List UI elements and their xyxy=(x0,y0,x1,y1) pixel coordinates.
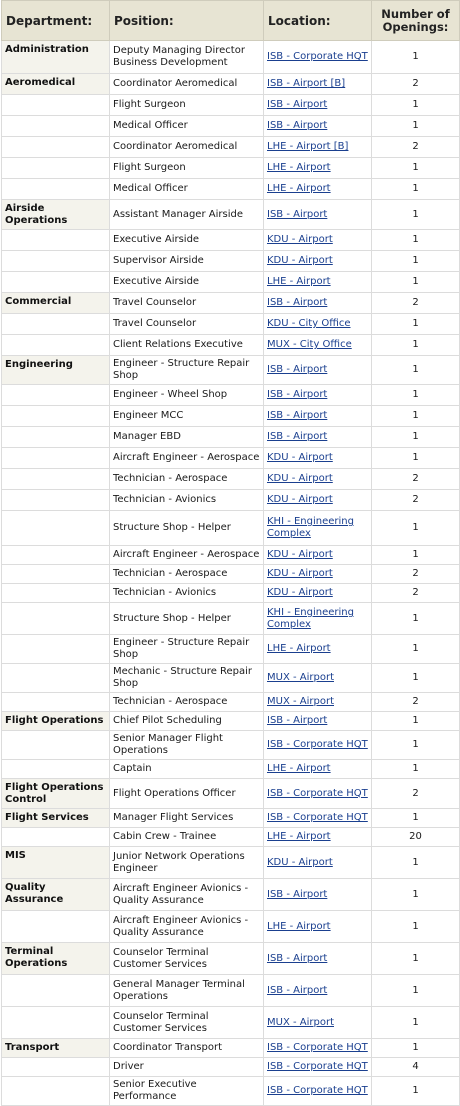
table-row xyxy=(2,511,460,546)
department-cell xyxy=(2,158,110,179)
location-cell xyxy=(264,1007,372,1039)
location-link[interactable]: ISB - Airport xyxy=(267,431,328,442)
location-cell xyxy=(264,943,372,975)
location-cell xyxy=(264,511,372,546)
location-cell xyxy=(264,158,372,179)
openings-cell: 2 xyxy=(372,137,460,158)
location-cell xyxy=(264,179,372,200)
position-cell: Coordinator Aeromedical xyxy=(110,137,264,158)
location-cell xyxy=(264,760,372,779)
location-cell xyxy=(264,1077,372,1106)
openings-cell: 1 xyxy=(372,1077,460,1106)
table-row xyxy=(2,911,460,943)
location-link[interactable]: ISB - Airport [B] xyxy=(267,78,346,89)
openings-cell: 1 xyxy=(372,511,460,546)
department-cell: Flight Services xyxy=(2,809,110,828)
location-link[interactable]: KDU - Airport xyxy=(267,856,333,868)
location-link[interactable]: KDU - Airport xyxy=(267,452,333,463)
position-cell: Driver xyxy=(110,1058,264,1077)
position-cell: Executive Airside xyxy=(110,272,264,293)
location-cell xyxy=(264,584,372,603)
table-row xyxy=(2,469,460,490)
location-cell xyxy=(264,828,372,847)
table-row xyxy=(2,95,460,116)
location-cell xyxy=(264,41,372,74)
position-cell: Flight Operations Officer xyxy=(110,779,264,809)
position-cell: General Manager Terminal Operations xyxy=(110,975,264,1007)
openings-cell: 1 xyxy=(372,406,460,427)
openings-cell: 1 xyxy=(372,179,460,200)
location-cell xyxy=(264,847,372,879)
department-cell: Quality Assurance xyxy=(2,879,110,911)
position-header: Position: xyxy=(110,1,264,41)
location-cell xyxy=(264,74,372,95)
department-cell xyxy=(2,448,110,469)
location-cell xyxy=(264,356,372,385)
position-cell: Travel Counselor xyxy=(110,293,264,314)
location-header: Location: xyxy=(264,1,372,41)
position-cell: Supervisor Airside xyxy=(110,251,264,272)
table-row xyxy=(2,385,460,406)
location-link[interactable]: LHE - Airport xyxy=(267,183,331,194)
department-cell xyxy=(2,116,110,137)
openings-header: Number of Openings: xyxy=(372,1,460,41)
location-cell xyxy=(264,116,372,137)
openings-cell: 1 xyxy=(372,712,460,731)
location-link[interactable]: ISB - Airport xyxy=(267,120,328,131)
openings-cell: 1 xyxy=(372,731,460,760)
department-cell xyxy=(2,975,110,1007)
position-cell: Coordinator Aeromedical xyxy=(110,74,264,95)
location-link[interactable]: KHI - Engineering Complex xyxy=(267,606,354,630)
position-cell: Chief Pilot Scheduling xyxy=(110,712,264,731)
position-cell: Technician - Aerospace xyxy=(110,693,264,712)
openings-cell: 1 xyxy=(372,879,460,911)
department-cell xyxy=(2,385,110,406)
department-cell: Administration xyxy=(2,41,110,74)
position-cell: Flight Surgeon xyxy=(110,95,264,116)
department-cell xyxy=(2,731,110,760)
position-cell: Medical Officer xyxy=(110,116,264,137)
table-row xyxy=(2,158,460,179)
location-cell xyxy=(264,200,372,230)
location-link[interactable]: ISB - Corporate HQT xyxy=(267,812,368,823)
location-cell xyxy=(264,385,372,406)
table-row xyxy=(2,41,460,74)
department-cell: Aeromedical xyxy=(2,74,110,95)
location-cell xyxy=(264,779,372,809)
openings-cell: 1 xyxy=(372,356,460,385)
table-row xyxy=(2,406,460,427)
openings-cell: 4 xyxy=(372,1058,460,1077)
position-cell: Engineer - Wheel Shop xyxy=(110,385,264,406)
location-link[interactable]: ISB - Corporate HQT xyxy=(267,787,368,799)
department-cell: MIS xyxy=(2,847,110,879)
openings-cell: 1 xyxy=(372,335,460,356)
location-cell xyxy=(264,1058,372,1077)
table-row xyxy=(2,314,460,335)
location-cell xyxy=(264,95,372,116)
location-link[interactable]: MUX - Airport xyxy=(267,672,334,683)
table-row xyxy=(2,779,460,809)
department-cell xyxy=(2,230,110,251)
openings-cell: 1 xyxy=(372,809,460,828)
position-cell: Travel Counselor xyxy=(110,314,264,335)
table-row xyxy=(2,1039,460,1058)
location-cell xyxy=(264,335,372,356)
location-cell xyxy=(264,427,372,448)
openings-cell: 1 xyxy=(372,943,460,975)
location-link[interactable]: ISB - Airport xyxy=(267,888,328,900)
openings-cell: 1 xyxy=(372,911,460,943)
openings-cell: 2 xyxy=(372,584,460,603)
table-row xyxy=(2,230,460,251)
table-row xyxy=(2,760,460,779)
table-row xyxy=(2,1007,460,1039)
table-row xyxy=(2,879,460,911)
location-link[interactable]: LHE - Airport [B] xyxy=(267,141,349,152)
location-link[interactable]: ISB - Airport xyxy=(267,297,328,308)
table-header-row xyxy=(2,1,460,41)
location-link[interactable]: KDU - Airport xyxy=(267,255,333,266)
location-link[interactable]: ISB - Corporate HQT xyxy=(267,1085,368,1096)
position-cell: Executive Airside xyxy=(110,230,264,251)
location-link[interactable]: LHE - Airport xyxy=(267,643,331,654)
position-cell: Engineer - Structure Repair Shop xyxy=(110,635,264,664)
location-cell xyxy=(264,603,372,635)
openings-cell: 1 xyxy=(372,314,460,335)
position-cell: Aircraft Engineer - Aerospace xyxy=(110,546,264,565)
position-cell: Deputy Managing Director Business Development xyxy=(110,41,264,74)
location-cell xyxy=(264,712,372,731)
location-cell xyxy=(264,975,372,1007)
table-row xyxy=(2,1077,460,1106)
location-cell xyxy=(264,469,372,490)
table-row xyxy=(2,1058,460,1077)
table-row xyxy=(2,200,460,230)
location-link[interactable]: KDU - Airport xyxy=(267,234,333,245)
location-cell xyxy=(264,1039,372,1058)
location-link[interactable]: LHE - Airport xyxy=(267,162,331,173)
department-header: Department: xyxy=(2,1,110,41)
department-cell xyxy=(2,603,110,635)
department-cell xyxy=(2,693,110,712)
location-link[interactable]: ISB - Airport xyxy=(267,410,328,421)
position-cell: Aircraft Engineer Avionics - Quality Assurance xyxy=(110,879,264,911)
location-cell xyxy=(264,230,372,251)
department-cell xyxy=(2,469,110,490)
position-cell: Structure Shop - Helper xyxy=(110,511,264,546)
position-cell: Senior Manager Flight Operations xyxy=(110,731,264,760)
openings-cell: 1 xyxy=(372,847,460,879)
openings-cell: 1 xyxy=(372,975,460,1007)
table-row xyxy=(2,490,460,511)
openings-cell: 1 xyxy=(372,635,460,664)
location-cell xyxy=(264,664,372,693)
table-row xyxy=(2,179,460,200)
department-cell xyxy=(2,511,110,546)
location-cell xyxy=(264,251,372,272)
location-link[interactable]: KDU - Airport xyxy=(267,587,333,598)
location-link[interactable]: MUX - Airport xyxy=(267,1016,334,1028)
location-cell xyxy=(264,448,372,469)
location-cell xyxy=(264,731,372,760)
openings-cell: 1 xyxy=(372,448,460,469)
location-link[interactable]: KHI - Engineering Complex xyxy=(267,516,354,539)
position-cell: Engineer - Structure Repair Shop xyxy=(110,356,264,385)
table-row xyxy=(2,584,460,603)
openings-cell: 1 xyxy=(372,41,460,74)
table-row xyxy=(2,635,460,664)
department-cell xyxy=(2,828,110,847)
location-cell xyxy=(264,879,372,911)
department-cell: Airside Operations xyxy=(2,200,110,230)
openings-cell: 1 xyxy=(372,230,460,251)
location-cell xyxy=(264,635,372,664)
location-link[interactable]: ISB - Airport xyxy=(267,715,328,726)
location-link[interactable]: ISB - Airport xyxy=(267,208,328,220)
table-row xyxy=(2,565,460,584)
department-cell xyxy=(2,565,110,584)
department-cell xyxy=(2,95,110,116)
table-row xyxy=(2,356,460,385)
location-cell xyxy=(264,693,372,712)
table-row xyxy=(2,943,460,975)
location-link[interactable]: MUX - Airport xyxy=(267,696,334,707)
location-link[interactable]: KDU - City Office xyxy=(267,318,351,329)
position-cell: Counselor Terminal Customer Services xyxy=(110,943,264,975)
openings-cell: 1 xyxy=(372,116,460,137)
department-cell xyxy=(2,546,110,565)
location-cell xyxy=(264,546,372,565)
openings-cell: 2 xyxy=(372,490,460,511)
table-row xyxy=(2,448,460,469)
table-row xyxy=(2,251,460,272)
openings-cell: 1 xyxy=(372,200,460,230)
table-row xyxy=(2,975,460,1007)
location-link[interactable]: ISB - Corporate HQT xyxy=(267,1042,368,1053)
position-cell: Structure Shop - Helper xyxy=(110,603,264,635)
position-cell: Captain xyxy=(110,760,264,779)
position-cell: Technician - Avionics xyxy=(110,490,264,511)
department-cell xyxy=(2,911,110,943)
location-link[interactable]: ISB - Airport xyxy=(267,99,328,110)
location-link[interactable]: ISB - Airport xyxy=(267,984,328,996)
department-cell xyxy=(2,272,110,293)
position-cell: Aircraft Engineer - Aerospace xyxy=(110,448,264,469)
department-cell xyxy=(2,490,110,511)
position-cell: Flight Surgeon xyxy=(110,158,264,179)
openings-cell: 1 xyxy=(372,1039,460,1058)
location-cell xyxy=(264,490,372,511)
table-row xyxy=(2,809,460,828)
location-cell xyxy=(264,314,372,335)
table-row xyxy=(2,693,460,712)
department-cell xyxy=(2,584,110,603)
openings-cell: 2 xyxy=(372,469,460,490)
table-row xyxy=(2,731,460,760)
department-cell: Transport xyxy=(2,1039,110,1058)
openings-cell: 2 xyxy=(372,693,460,712)
location-link[interactable]: LHE - Airport xyxy=(267,763,331,774)
openings-cell: 1 xyxy=(372,427,460,448)
location-link[interactable]: KDU - Airport xyxy=(267,494,333,505)
position-cell: Manager Flight Services xyxy=(110,809,264,828)
table-body xyxy=(2,41,460,1106)
table-row xyxy=(2,74,460,95)
table-row xyxy=(2,335,460,356)
department-cell xyxy=(2,335,110,356)
department-cell xyxy=(2,635,110,664)
department-cell xyxy=(2,427,110,448)
table-row xyxy=(2,293,460,314)
openings-cell: 1 xyxy=(372,251,460,272)
location-link[interactable]: ISB - Corporate HQT xyxy=(267,1061,368,1072)
openings-cell: 1 xyxy=(372,95,460,116)
table-row xyxy=(2,828,460,847)
department-cell: Engineering xyxy=(2,356,110,385)
openings-cell: 1 xyxy=(372,546,460,565)
openings-cell: 2 xyxy=(372,565,460,584)
location-link[interactable]: ISB - Airport xyxy=(267,364,328,375)
table-row xyxy=(2,116,460,137)
position-cell: Client Relations Executive xyxy=(110,335,264,356)
position-cell: Manager EBD xyxy=(110,427,264,448)
table-row xyxy=(2,427,460,448)
openings-cell: 2 xyxy=(372,74,460,95)
position-cell: Engineer MCC xyxy=(110,406,264,427)
position-cell: Technician - Aerospace xyxy=(110,565,264,584)
openings-cell: 1 xyxy=(372,603,460,635)
table-row xyxy=(2,546,460,565)
department-cell xyxy=(2,1077,110,1106)
location-cell xyxy=(264,406,372,427)
openings-cell: 2 xyxy=(372,293,460,314)
location-cell xyxy=(264,809,372,828)
openings-cell: 1 xyxy=(372,664,460,693)
table-row xyxy=(2,603,460,635)
department-cell xyxy=(2,760,110,779)
location-cell xyxy=(264,137,372,158)
department-cell xyxy=(2,251,110,272)
position-cell: Aircraft Engineer Avionics - Quality Assurance xyxy=(110,911,264,943)
location-link[interactable]: ISB - Airport xyxy=(267,389,328,400)
job-openings-table xyxy=(1,0,460,1106)
openings-cell: 1 xyxy=(372,1007,460,1039)
position-cell: Assistant Manager Airside xyxy=(110,200,264,230)
department-cell xyxy=(2,406,110,427)
position-cell: Technician - Avionics xyxy=(110,584,264,603)
department-cell: Flight Operations Control xyxy=(2,779,110,809)
department-cell xyxy=(2,1058,110,1077)
position-cell: Cabin Crew - Trainee xyxy=(110,828,264,847)
position-cell: Senior Executive Performance xyxy=(110,1077,264,1106)
position-cell: Counselor Terminal Customer Services xyxy=(110,1007,264,1039)
department-cell: Terminal Operations xyxy=(2,943,110,975)
position-cell: Medical Officer xyxy=(110,179,264,200)
location-cell xyxy=(264,272,372,293)
openings-cell: 2 xyxy=(372,779,460,809)
position-cell: Coordinator Transport xyxy=(110,1039,264,1058)
department-cell: Commercial xyxy=(2,293,110,314)
department-cell xyxy=(2,137,110,158)
department-cell xyxy=(2,179,110,200)
location-link[interactable]: LHE - Airport xyxy=(267,831,331,842)
location-cell xyxy=(264,293,372,314)
openings-cell: 1 xyxy=(372,385,460,406)
department-cell xyxy=(2,1007,110,1039)
location-link[interactable]: KDU - Airport xyxy=(267,568,333,579)
table-row xyxy=(2,272,460,293)
table-row xyxy=(2,847,460,879)
location-link[interactable]: ISB - Airport xyxy=(267,952,328,964)
location-cell xyxy=(264,911,372,943)
location-link[interactable]: LHE - Airport xyxy=(267,920,331,932)
location-link[interactable]: ISB - Corporate HQT xyxy=(267,51,368,62)
department-cell: Flight Operations xyxy=(2,712,110,731)
position-cell: Technician - Aerospace xyxy=(110,469,264,490)
department-cell xyxy=(2,664,110,693)
table-row xyxy=(2,712,460,731)
location-link[interactable]: MUX - City Office xyxy=(267,339,352,350)
openings-cell: 1 xyxy=(372,272,460,293)
department-cell xyxy=(2,314,110,335)
openings-cell: 1 xyxy=(372,158,460,179)
location-cell xyxy=(264,565,372,584)
openings-cell: 20 xyxy=(372,828,460,847)
location-link[interactable]: KDU - Airport xyxy=(267,473,333,484)
location-link[interactable]: KDU - Airport xyxy=(267,549,333,560)
table-row xyxy=(2,664,460,693)
openings-cell: 1 xyxy=(372,760,460,779)
position-cell: Mechanic - Structure Repair Shop xyxy=(110,664,264,693)
location-link[interactable]: ISB - Corporate HQT xyxy=(267,739,368,750)
table-row xyxy=(2,137,460,158)
location-link[interactable]: LHE - Airport xyxy=(267,276,331,287)
position-cell: Junior Network Operations Engineer xyxy=(110,847,264,879)
